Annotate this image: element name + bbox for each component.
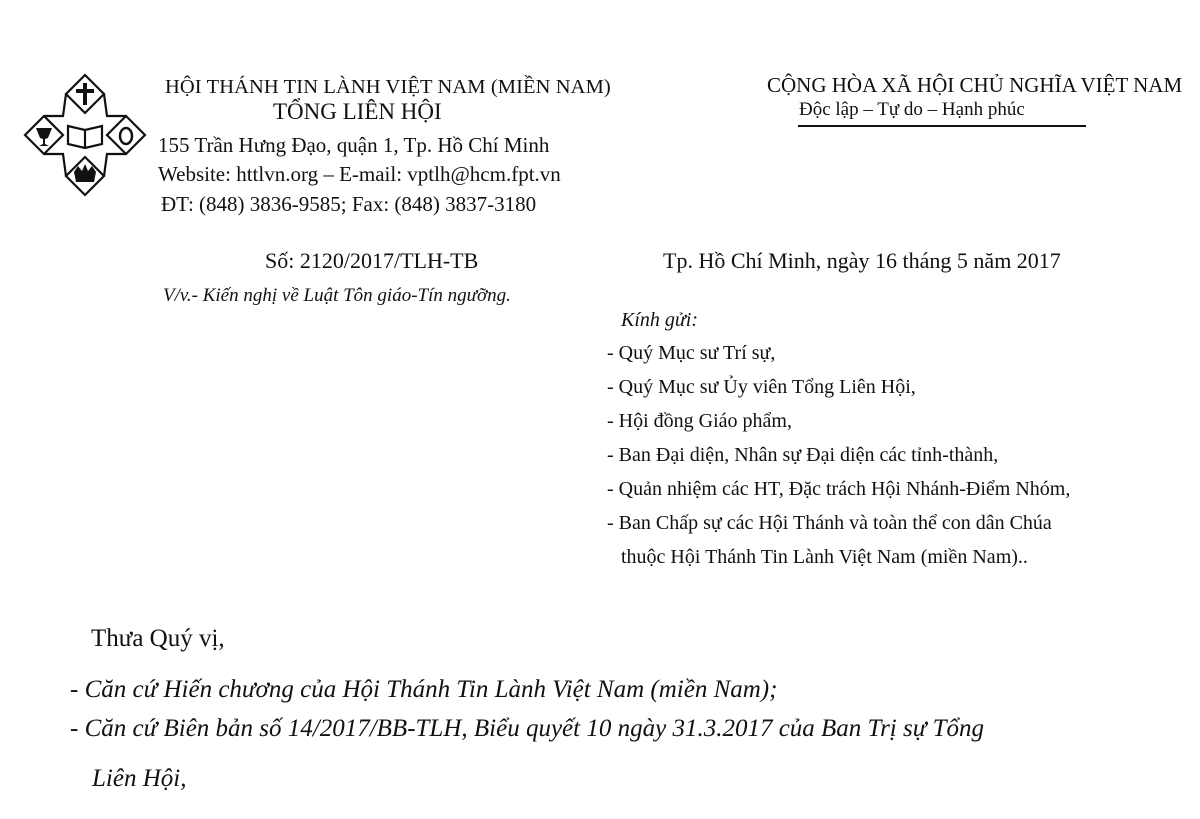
document-number: Số: 2120/2017/TLH-TB: [265, 248, 479, 273]
cross-logo-icon: [22, 72, 148, 198]
org-website: Website: httlvn.org – E-mail: vptlh@hcm.fpt.vn: [158, 162, 561, 186]
recipient-item: - Quản nhiệm các HT, Đặc trách Hội Nhánh-Điểm Nhóm,: [607, 478, 1071, 500]
basis-item: - Căn cứ Hiến chương của Hội Thánh Tin Lành Việt Nam (miền Nam);: [70, 676, 778, 703]
nation-title: CỘNG HÒA XÃ HỘI CHỦ NGHĨA VIỆT NAM: [767, 73, 1183, 97]
document-subject: V/v.- Kiến nghị về Luật Tôn giáo-Tín ngưỡng.: [163, 285, 511, 306]
document-date: Tp. Hồ Chí Minh, ngày 16 tháng 5 năm 2017: [663, 248, 1061, 273]
basis-item-continuation: Liên Hội,: [92, 765, 187, 792]
recipient-item: - Hội đồng Giáo phẩm,: [607, 410, 792, 432]
motto-underline: [798, 125, 1086, 127]
recipient-item: - Quý Mục sư Ủy viên Tổng Liên Hội,: [607, 376, 916, 398]
recipients-heading: Kính gửi:: [621, 309, 699, 331]
recipient-item: - Ban Đại diện, Nhân sự Đại diện các tỉnh-thành,: [607, 444, 999, 466]
recipient-item: thuộc Hội Thánh Tin Lành Việt Nam (miền Nam)..: [621, 546, 1028, 568]
org-name: HỘI THÁNH TIN LÀNH VIỆT NAM (MIỀN NAM): [165, 76, 611, 98]
nation-motto: Độc lập – Tự do – Hạnh phúc: [799, 99, 1025, 120]
church-logo: [22, 72, 148, 198]
recipient-item: - Ban Chấp sự các Hội Thánh và toàn thể con dân Chúa: [607, 512, 1052, 534]
org-subname: TỔNG LIÊN HỘI: [273, 99, 442, 124]
org-address: 155 Trần Hưng Đạo, quận 1, Tp. Hồ Chí Minh: [158, 133, 550, 157]
recipient-item: - Quý Mục sư Trí sự,: [607, 342, 776, 364]
basis-item: - Căn cứ Biên bản số 14/2017/BB-TLH, Biểu quyết 10 ngày 31.3.2017 của Ban Trị sự Tổng: [70, 715, 985, 742]
org-phone: ĐT: (848) 3836-9585; Fax: (848) 3837-3180: [161, 192, 537, 216]
greeting: Thưa Quý vị,: [91, 625, 225, 652]
